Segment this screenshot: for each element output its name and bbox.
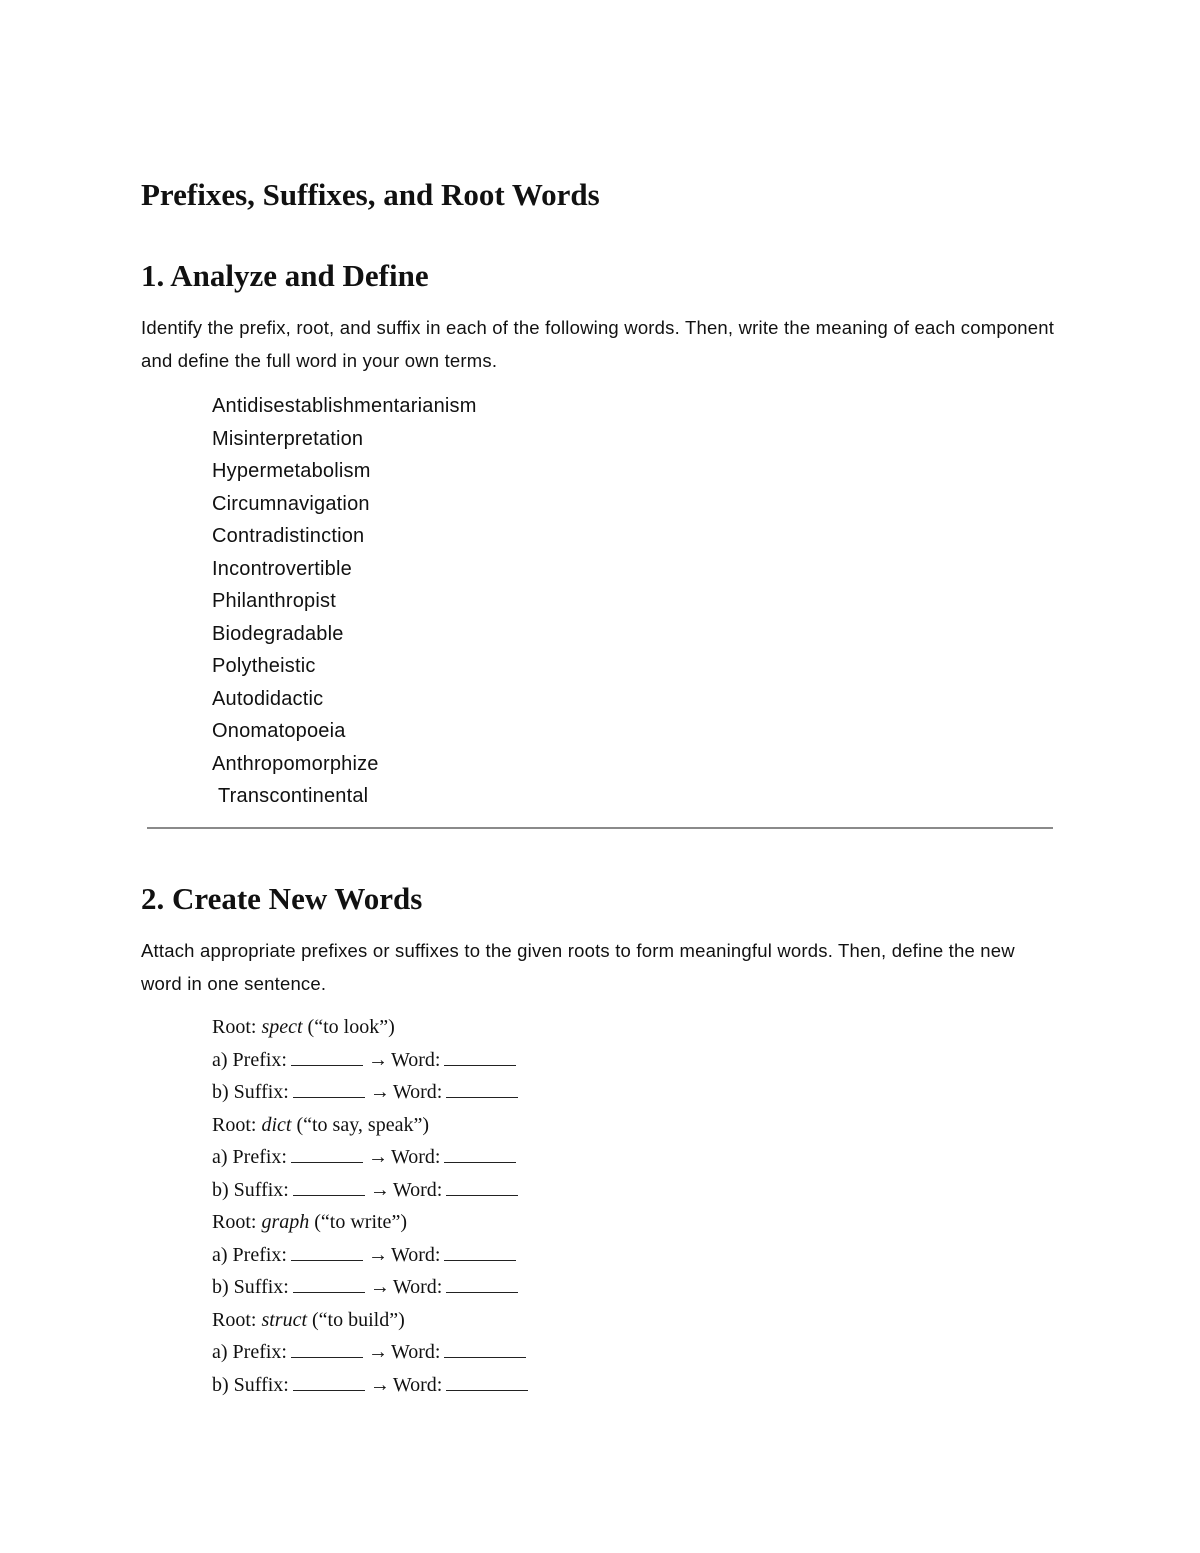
list-item [0,780,700,813]
list-word: Biodegradable [212,622,344,645]
suffix-line [0,1271,700,1304]
word-label: Word: [392,1081,443,1103]
document-title: Prefixes, Suffixes, and Root Words [141,177,600,212]
list-word: Polytheistic [212,655,316,677]
section-1-instructions: Identify the prefix, root, and suffix in each of the following words. Then, write the meaning of each component and define the full word in your own terms. [141,317,1055,371]
list-item [0,650,700,683]
list-word: Hypermetabolism [212,460,371,482]
suffix-blank[interactable] [293,1175,365,1196]
list-item [0,618,700,651]
prefix-line [0,1141,700,1174]
root-meaning: (“to look”) [307,1016,395,1038]
prefix-blank[interactable] [291,1142,363,1163]
suffix-blank[interactable] [293,1370,365,1391]
root-label: Root: [212,1211,257,1233]
list-item [0,748,700,781]
arrow-icon: → [369,1081,390,1103]
prefix-label: a) Prefix: [212,1341,287,1363]
list-item [0,715,700,748]
list-word: Transcontinental [218,785,369,807]
arrow-icon: → [367,1341,388,1363]
word-blank[interactable] [446,1175,518,1196]
suffix-blank[interactable] [293,1272,365,1293]
arrow-icon: → [367,1146,388,1168]
suffix-line [0,1174,700,1207]
root-line [212,1109,429,1142]
suffix-label: b) Suffix: [212,1373,289,1396]
list-word: Contradistinction [212,525,365,547]
list-word: Antidisestablishmentarianism [212,395,477,417]
list-item [0,585,700,618]
section-2-heading: 2. Create New Words [141,881,423,916]
word-blank[interactable] [444,1240,516,1261]
prefix-label: a) Prefix: [212,1048,287,1071]
root-label: Root: [212,1016,257,1038]
list-item [0,553,700,586]
root-item [0,1011,700,1044]
word-label: Word: [390,1243,441,1266]
arrow-icon: → [369,1276,390,1298]
word-label: Word: [390,1146,441,1168]
list-word: Philanthropist [212,590,336,612]
word-label: Word: [392,1276,443,1298]
suffix-label: b) Suffix: [212,1178,289,1201]
suffix-label: b) Suffix: [212,1081,289,1103]
list-item [0,423,700,456]
arrow-icon: → [367,1048,388,1071]
suffix-blank[interactable] [293,1077,365,1098]
list-word: Incontrovertible [212,557,352,580]
prefix-line [0,1239,700,1272]
word-label: Word: [392,1178,443,1201]
prefix-label: a) Prefix: [212,1146,287,1168]
root-item [0,1206,700,1239]
list-item [0,520,700,553]
root-line [212,1011,395,1044]
arrow-icon: → [369,1178,390,1201]
root-word: graph [261,1211,310,1233]
list-item [0,390,700,423]
list-item [0,488,700,521]
create-words-list [0,1011,700,1401]
prefix-line [0,1044,700,1077]
root-label: Root: [212,1308,257,1331]
list-word: Circumnavigation [212,492,370,515]
suffix-line [0,1076,700,1109]
root-item [0,1304,700,1337]
word-blank[interactable] [446,1077,518,1098]
list-word: Anthropomorphize [212,752,379,775]
list-word: Misinterpretation [212,427,364,450]
prefix-label: a) Prefix: [212,1243,287,1266]
arrow-icon: → [367,1243,388,1266]
list-item [0,683,700,716]
prefix-blank[interactable] [291,1240,363,1261]
word-label: Word: [392,1373,443,1396]
arrow-icon: → [369,1373,390,1396]
section-divider [147,827,1053,829]
root-meaning: (“to build”) [312,1308,405,1331]
list-word: Onomatopoeia [212,720,346,742]
analyze-word-list [0,390,700,813]
word-blank[interactable] [444,1045,516,1066]
prefix-blank[interactable] [291,1045,363,1066]
suffix-label: b) Suffix: [212,1276,289,1298]
root-word: dict [261,1113,292,1136]
section-1-heading: 1. Analyze and Define [141,258,429,293]
prefix-blank[interactable] [291,1337,363,1358]
root-line [212,1304,405,1337]
word-label: Word: [390,1341,441,1363]
word-blank[interactable] [444,1337,526,1358]
suffix-line [0,1369,700,1402]
root-word: spect [261,1016,303,1038]
list-item [0,455,700,488]
root-meaning: (“to say, speak”) [296,1113,429,1136]
root-label: Root: [212,1113,257,1136]
list-word: Autodidactic [212,687,324,710]
prefix-line [0,1336,700,1369]
word-label: Word: [390,1048,441,1071]
word-blank[interactable] [444,1142,516,1163]
root-meaning: (“to write”) [314,1211,407,1233]
root-item [0,1109,700,1142]
section-2-instructions: Attach appropriate prefixes or suffixes to the given roots to form meaningful words. Then, define the new word in one sentence. [141,940,1015,994]
word-blank[interactable] [446,1370,528,1391]
word-blank[interactable] [446,1272,518,1293]
root-word: struct [261,1308,308,1331]
root-line [212,1206,407,1239]
